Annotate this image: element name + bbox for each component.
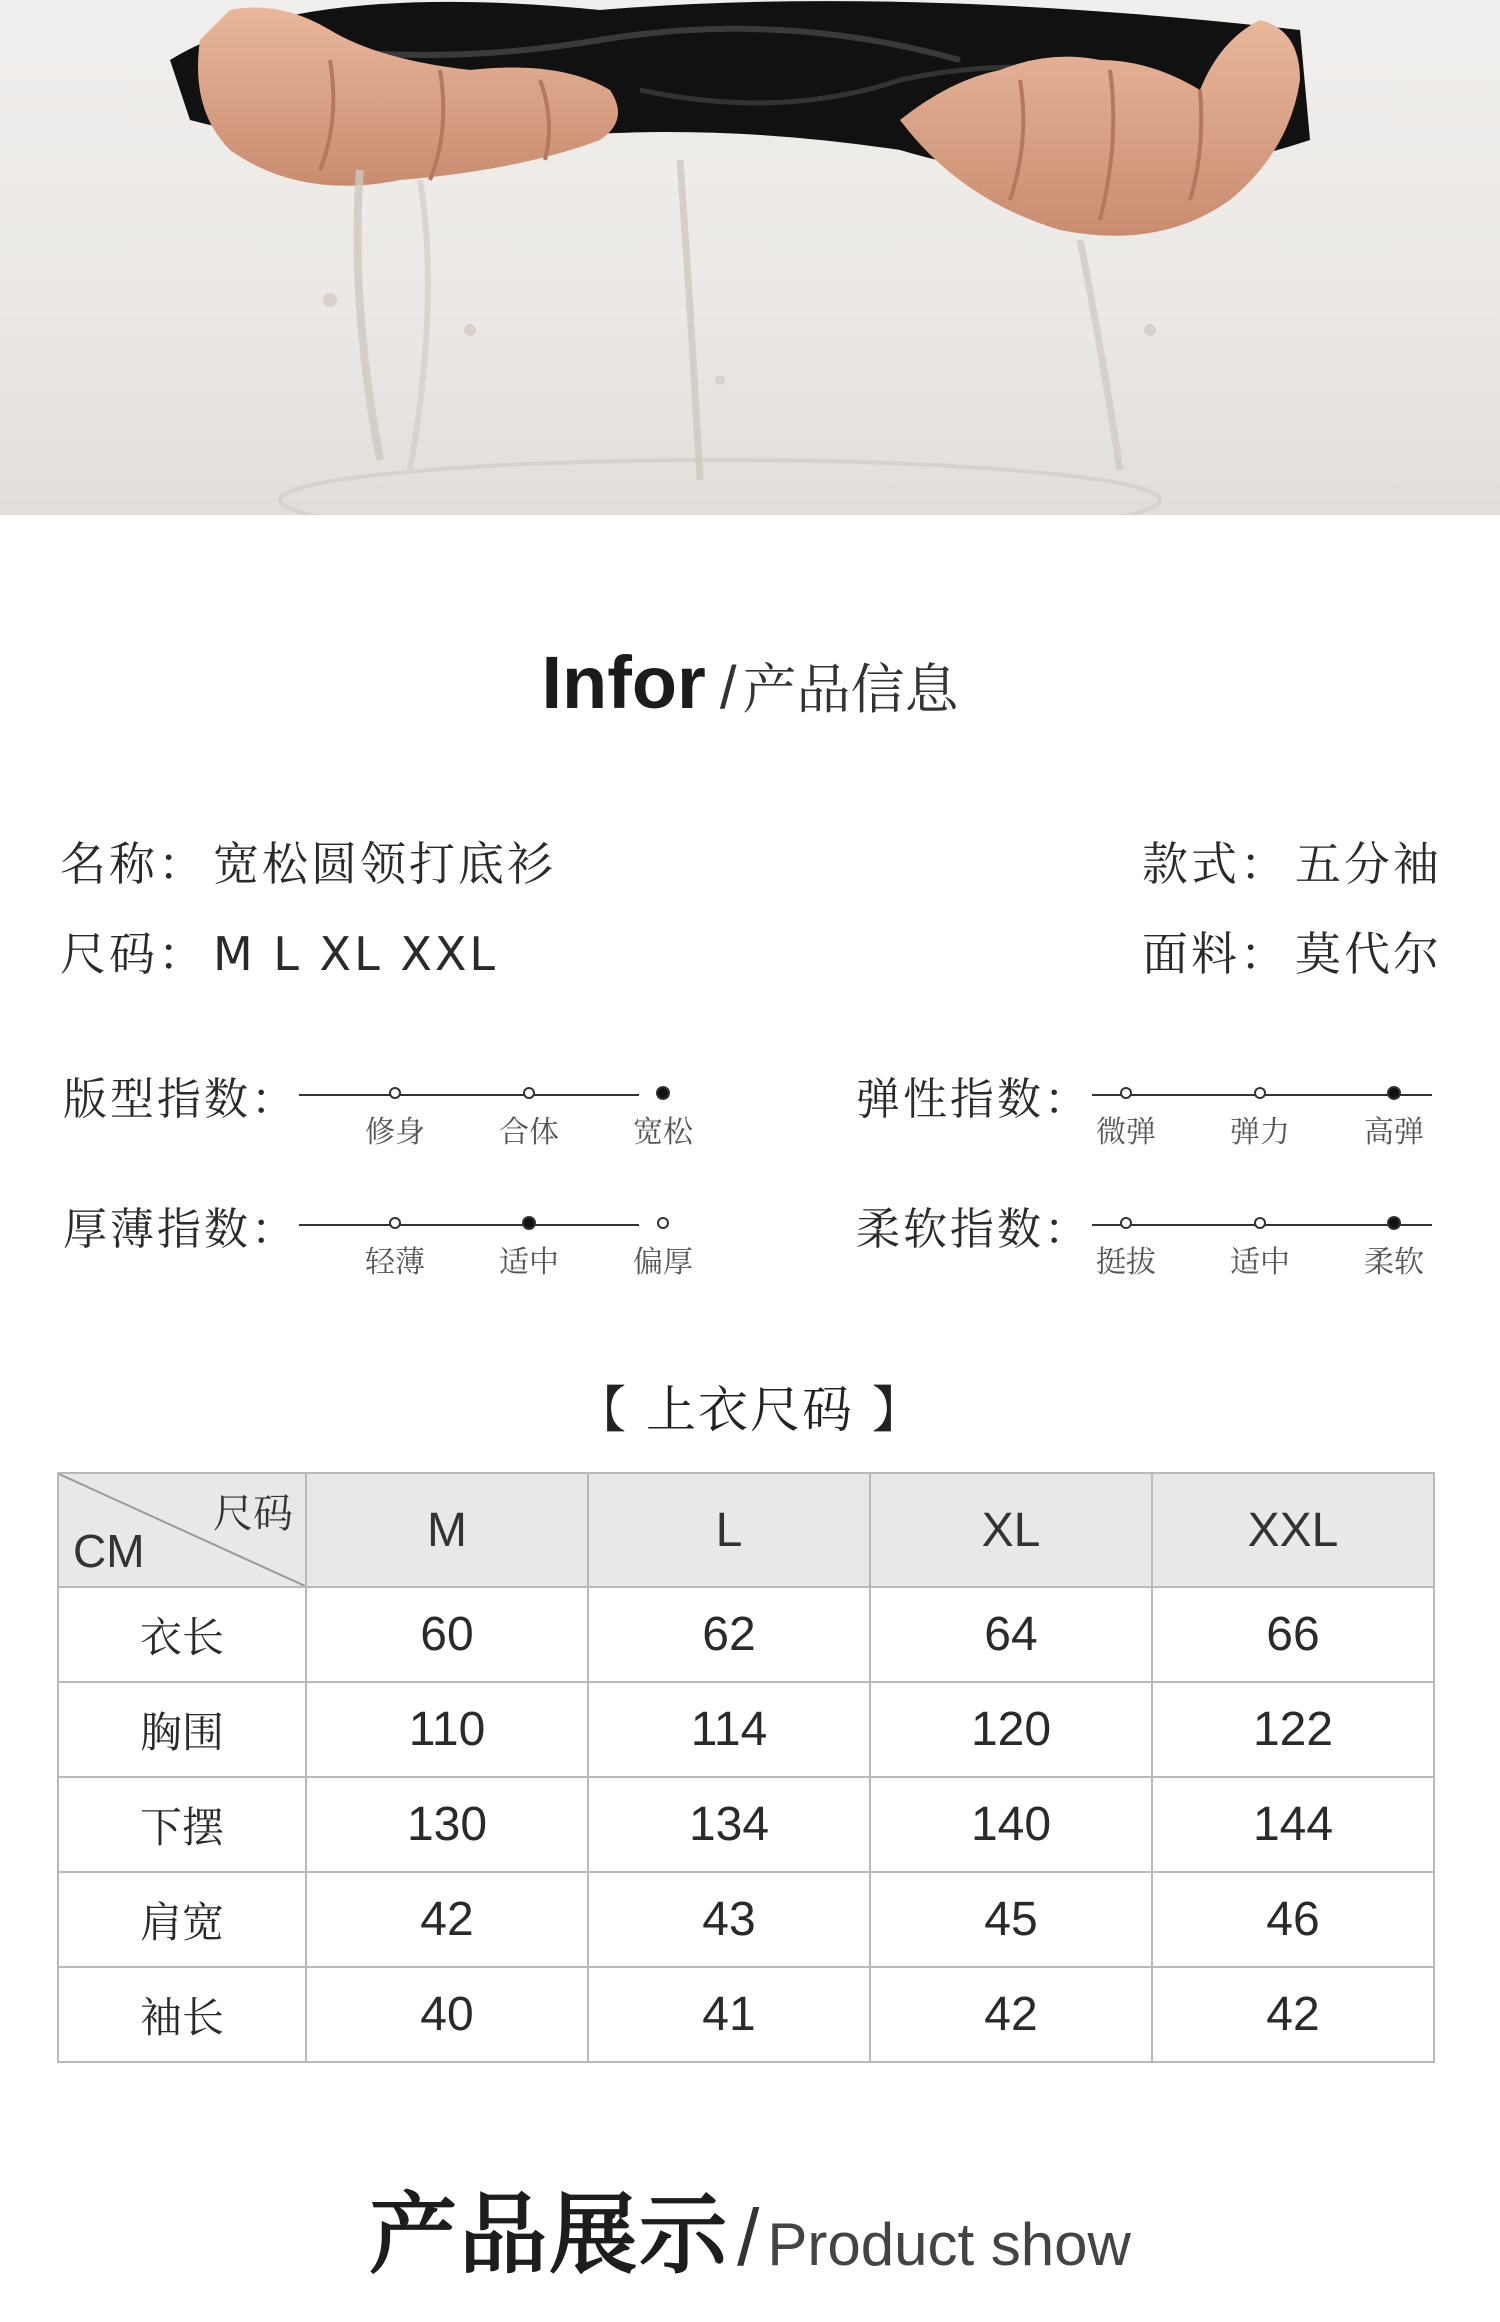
fabric-key: 面料： (1142, 927, 1289, 981)
table-cell: 110 (306, 1682, 588, 1777)
table-cell: 66 (1152, 1587, 1434, 1682)
index-point-selected (1387, 1216, 1401, 1230)
table-cell: 43 (588, 1872, 870, 1967)
index-point-selected (522, 1216, 536, 1230)
table-cell: 62 (588, 1587, 870, 1682)
index-option: 轻薄 (365, 1245, 425, 1280)
size-key: 尺码： (60, 927, 207, 981)
table-row (58, 1872, 1434, 1967)
show-title-en: Product show (767, 2211, 1131, 2278)
product-style (1142, 828, 1442, 894)
index-option: 适中 (499, 1245, 559, 1280)
index-option: 修身 (365, 1115, 425, 1150)
index-track (299, 1224, 639, 1226)
product-name (60, 828, 556, 894)
index-option: 高弹 (1364, 1115, 1424, 1150)
table-cell: 120 (870, 1682, 1152, 1777)
table-cell: 41 (588, 1967, 870, 2062)
index-option: 适中 (1230, 1245, 1290, 1280)
index-label: 版型指数： (63, 1074, 298, 1125)
index-option: 挺拔 (1096, 1245, 1156, 1280)
table-cell: 144 (1152, 1777, 1434, 1872)
name-value: 宽松圆领打底衫 (213, 837, 556, 891)
row-header: 胸围 (58, 1682, 306, 1777)
column-header: M (306, 1473, 588, 1587)
table-cell: 40 (306, 1967, 588, 2062)
table-cell: 45 (870, 1872, 1152, 1967)
hands-wringing-fabric-illustration (0, 0, 1500, 515)
table-cell: 42 (1152, 1967, 1434, 2062)
table-cell: 140 (870, 1777, 1152, 1872)
product-fabric (1142, 918, 1442, 984)
infor-title-cn: 产品信息 (742, 658, 959, 721)
table-cell: 46 (1152, 1872, 1434, 1967)
table-row (58, 1682, 1434, 1777)
style-key: 款式： (1142, 837, 1289, 891)
table-cell: 60 (306, 1587, 588, 1682)
name-key: 名称： (60, 837, 207, 891)
table-row (58, 1967, 1434, 2062)
index-option: 微弹 (1096, 1115, 1156, 1150)
size-table (57, 1472, 1435, 2063)
table-cell: 42 (306, 1872, 588, 1967)
hero-photo (0, 0, 1500, 515)
softness-index (856, 1193, 1456, 1280)
elasticity-index (856, 1063, 1456, 1150)
index-point (1254, 1217, 1266, 1229)
index-option: 合体 (499, 1115, 559, 1150)
table-cell: 114 (588, 1682, 870, 1777)
row-header: 袖长 (58, 1967, 306, 2062)
row-header: 衣长 (58, 1587, 306, 1682)
index-point (1120, 1087, 1132, 1099)
index-point (657, 1217, 669, 1229)
table-cell: 64 (870, 1587, 1152, 1682)
index-label: 弹性指数： (856, 1074, 1091, 1125)
fit-index (63, 1063, 693, 1150)
index-label: 厚薄指数： (63, 1204, 298, 1255)
index-point (1120, 1217, 1132, 1229)
index-option: 偏厚 (633, 1245, 693, 1280)
table-cell: 42 (870, 1967, 1152, 2062)
product-show-title (0, 2165, 1500, 2291)
index-option: 弹力 (1230, 1115, 1290, 1150)
title-slash: / (719, 654, 737, 721)
index-label: 柔软指数： (856, 1204, 1091, 1255)
index-point (389, 1217, 401, 1229)
index-point-selected (1387, 1086, 1401, 1100)
index-point (1254, 1087, 1266, 1099)
column-header: XXL (1152, 1473, 1434, 1587)
title-slash: / (737, 2193, 760, 2282)
corner-unit-label: CM (73, 1525, 145, 1577)
table-cell: 130 (306, 1777, 588, 1872)
table-header-row (58, 1473, 1434, 1587)
table-row (58, 1587, 1434, 1682)
show-title-cn: 产品展示 (369, 2183, 730, 2286)
row-header: 下摆 (58, 1777, 306, 1872)
table-cell: 134 (588, 1777, 870, 1872)
size-table-title: 【 上衣尺码 】 (576, 1381, 924, 1439)
row-header: 肩宽 (58, 1872, 306, 1967)
index-point (523, 1087, 535, 1099)
fabric-value: 莫代尔 (1295, 927, 1442, 981)
index-option: 柔软 (1364, 1245, 1424, 1280)
table-corner-cell (58, 1473, 306, 1587)
index-option: 宽松 (633, 1115, 693, 1150)
table-cell: 122 (1152, 1682, 1434, 1777)
index-point-selected (656, 1086, 670, 1100)
product-sizes (60, 918, 498, 984)
corner-size-label: 尺码 (213, 1491, 293, 1537)
index-track (299, 1094, 639, 1096)
infor-title-en: Infor (541, 641, 706, 724)
table-row (58, 1777, 1434, 1872)
size-value: M L XL XXL (213, 927, 498, 981)
infor-section-title (0, 640, 1500, 725)
style-value: 五分袖 (1295, 837, 1442, 891)
index-point (389, 1087, 401, 1099)
column-header: L (588, 1473, 870, 1587)
column-header: XL (870, 1473, 1152, 1587)
thickness-index (63, 1193, 693, 1280)
